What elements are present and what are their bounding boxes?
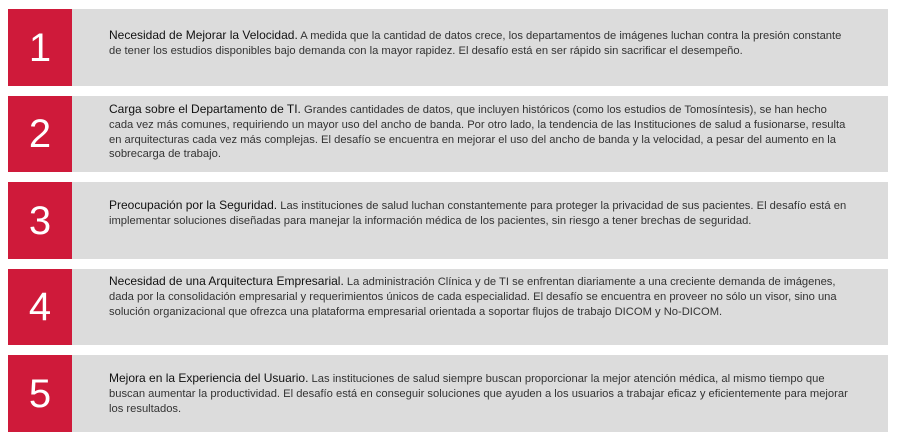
challenge-item-5: [8, 355, 888, 432]
challenge-list: [8, 9, 888, 442]
item-text: [109, 371, 848, 416]
challenge-item-1: [8, 9, 888, 86]
item-number-badge: 1: [8, 9, 72, 86]
item-number-badge: 3: [8, 182, 72, 259]
item-text: [109, 198, 848, 229]
item-body: Las instituciones de salud siempre buscan proporcionar la mejor atención médica, al mismo tiempo que buscan aumentar la productividad. El desafío está en conseguir soluciones que ayuden a los usuarios a trabajar eficaz y eficientemente para mejorar los resultados.: [109, 373, 848, 415]
item-number-badge: 4: [8, 269, 72, 345]
challenge-item-4: [8, 269, 888, 345]
item-body: Grandes cantidades de datos, que incluyen históricos (como los estudios de Tomosíntesis), se han hecho cada vez más comunes, requiriendo un mayor uso del ancho de banda. Por otro lado, la tendencia de las Instituciones de salud a fusionarse, resulta en arquitecturas cada vez más complejas. El desafío se encuentra en mejorar el uso del ancho de banda y la velocidad, a pesar del aumento en la sobrecarga de trabajo.: [109, 104, 846, 161]
item-text: [109, 28, 848, 59]
item-text: [109, 102, 848, 162]
challenge-item-3: [8, 182, 888, 259]
item-title: Necesidad de Mejorar la Velocidad.: [109, 28, 298, 42]
item-body: La administración Clínica y de TI se enfrentan diariamente a una creciente demanda de imágenes, dada por la consolidación empresarial y requerimientos únicos de cada especialidad. El desafío se encuentra en proveer no sólo un visor, sino una solución organizacional que ofrezca una plataforma empresarial orientada a soportar flujos de trabajo DICOM y No-DICOM.: [109, 276, 837, 318]
item-title: Carga sobre el Departamento de TI.: [109, 102, 301, 116]
item-title: Preocupación por la Seguridad.: [109, 198, 278, 212]
item-text: [109, 274, 848, 319]
item-title: Mejora en la Experiencia del Usuario.: [109, 371, 309, 385]
item-number-badge: 2: [8, 96, 72, 172]
item-title: Necesidad de una Arquitectura Empresarial.: [109, 274, 344, 288]
item-body: A medida que la cantidad de datos crece, los departamentos de imágenes luchan contra la presión constante de tener los estudios disponibles bajo demanda con la mayor rapidez. El desafío está en ser rápido sin sacrificar el desempeño.: [109, 30, 842, 57]
challenge-item-2: [8, 96, 888, 172]
item-number-badge: 5: [8, 355, 72, 432]
item-body: Las instituciones de salud luchan constantemente para proteger la privacidad de sus pacientes. El desafío está en implementar soluciones diseñadas para manejar la información médica de los pacientes, sin riesgo a tener brechas de seguridad.: [109, 200, 847, 227]
